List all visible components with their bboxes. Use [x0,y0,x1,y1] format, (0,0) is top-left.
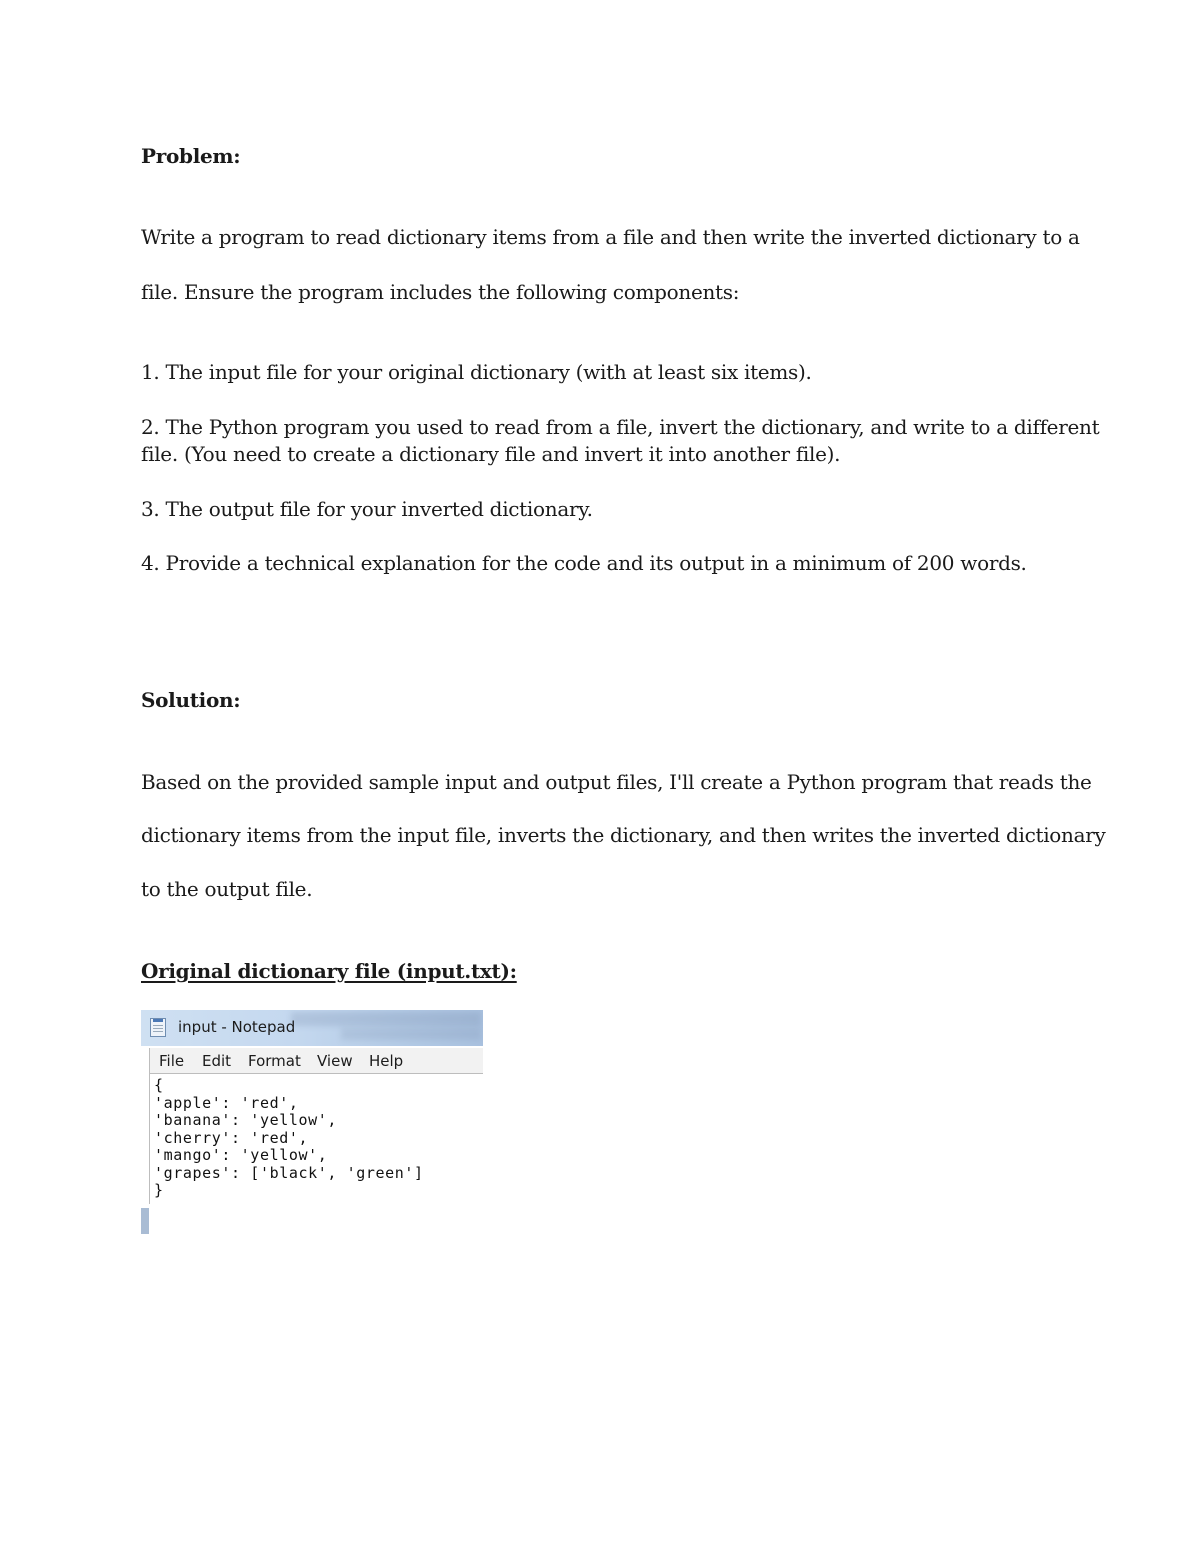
code-line: { [154,1076,164,1094]
solution-line-3: to the output file. [141,877,313,901]
notepad-window-title: input - Notepad [178,1018,296,1036]
menu-format[interactable]: Format [248,1052,301,1070]
menu-edit[interactable]: Edit [202,1052,232,1070]
menu-help[interactable]: Help [369,1052,404,1070]
code-line: 'mango': 'yellow', [154,1146,328,1164]
menu-view[interactable]: View [317,1052,353,1070]
notepad-screenshot [141,1010,483,1234]
notepad-left-border [141,1046,149,1234]
notepad-menubar [149,1048,483,1074]
problem-intro-line-1: Write a program to read dictionary items from a file and then write the inverted dictionary to a [141,225,1080,249]
code-line: 'grapes': ['black', 'green'] [154,1164,424,1182]
solution-line-1: Based on the provided sample input and output files, I'll create a Python program that reads the [141,770,1092,794]
code-line: 'apple': 'red', [154,1094,299,1112]
problem-intro-line-2: file. Ensure the program includes the following components: [141,280,740,304]
notepad-titlebar [141,1010,483,1046]
code-line: 'banana': 'yellow', [154,1111,337,1129]
code-line: 'cherry': 'red', [154,1129,309,1147]
menu-file[interactable]: File [159,1052,185,1070]
code-line: } [154,1181,164,1199]
requirement-item-2-line-1: 2. The Python program you used to read from a file, invert the dictionary, and write to a different [141,415,1100,439]
requirement-item-1: 1. The input file for your original dictionary (with at least six items). [141,360,812,384]
requirement-item-4: 4. Provide a technical explanation for the code and its output in a minimum of 200 words. [141,551,1027,575]
requirement-item-2-line-2: file. (You need to create a dictionary file and invert it into another file). [141,442,841,466]
solution-heading: Solution: [141,688,241,712]
notepad-text-area[interactable] [149,1074,483,1204]
solution-line-2: dictionary items from the input file, inverts the dictionary, and then writes the inverted dictionary [141,823,1106,847]
requirement-item-3: 3. The output file for your inverted dictionary. [141,497,593,521]
problem-heading: Problem: [141,144,241,168]
notepad-icon [150,1018,166,1037]
input-file-heading: Original dictionary file (input.txt): [141,959,517,983]
notepad-left-border-bottom [141,1208,149,1234]
